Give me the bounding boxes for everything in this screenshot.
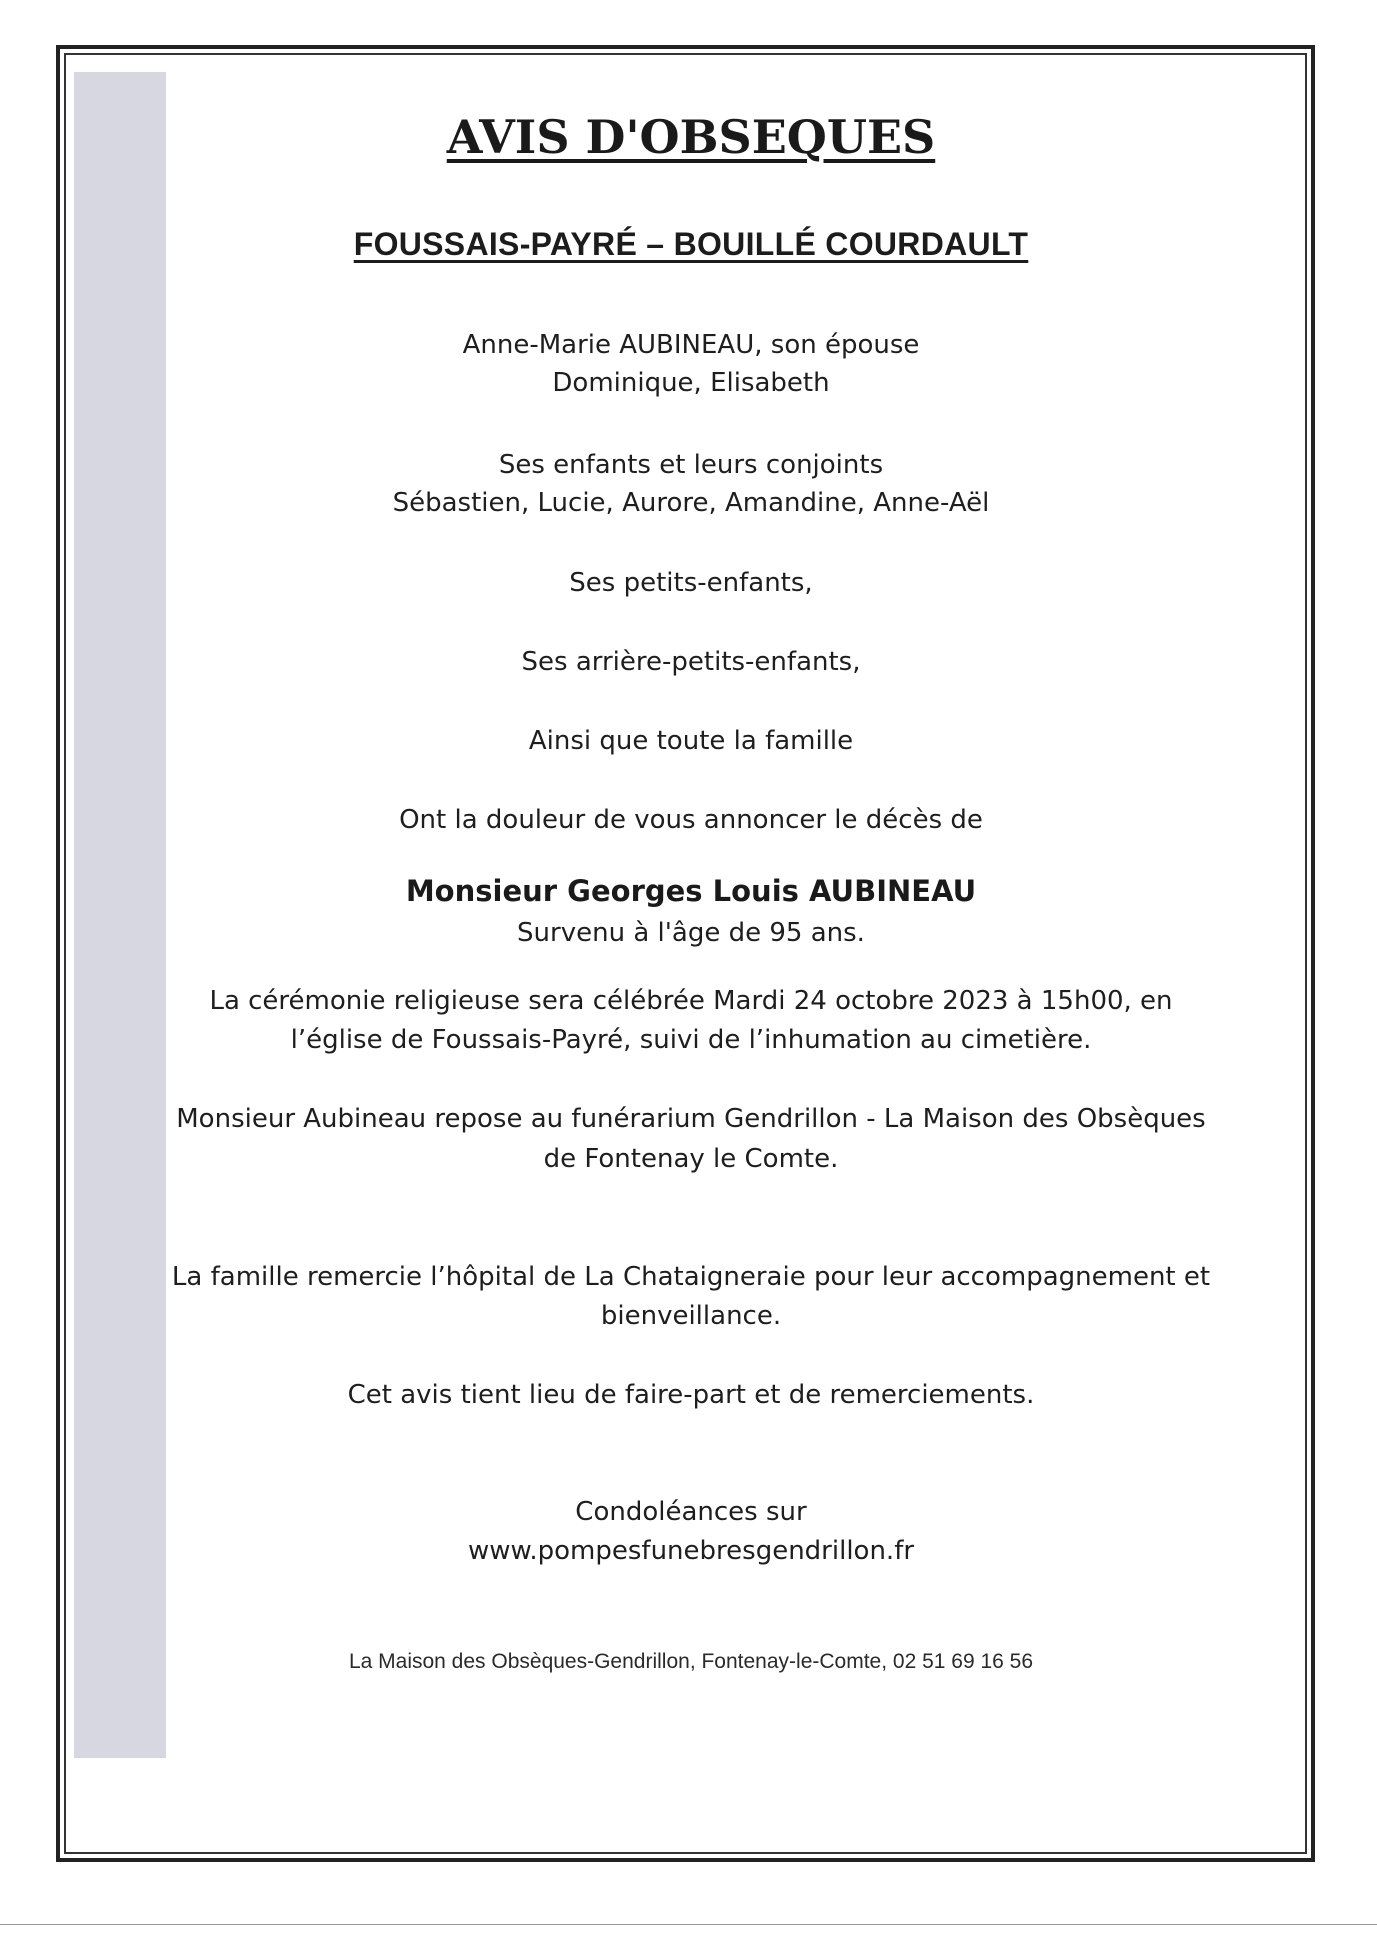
deceased-name: Monsieur Georges Louis AUBINEAU: [405, 874, 977, 908]
faire-part-line: Cet avis tient lieu de faire-part et de remerciements.: [347, 1380, 1035, 1410]
ceremony-line-2: l’église de Foussais-Payré, suivi de l’inhumation au cimetière.: [290, 1025, 1092, 1055]
family-line-whole-family: Ainsi que toute la famille: [528, 726, 854, 756]
family-line-great-grandchildren: Ses arrière-petits-enfants,: [521, 647, 861, 677]
age-line: Survenu à l'âge de 95 ans.: [517, 918, 865, 948]
repose-line-2: de Fontenay le Comte.: [543, 1144, 839, 1174]
left-gray-band: [74, 72, 166, 1758]
thanks-line-1: La famille remercie l’hôpital de La Chataigneraie pour leur accompagnement et: [171, 1262, 1211, 1292]
announcement-line: Ont la douleur de vous annoncer le décès de: [399, 805, 983, 835]
funeral-home-footer: La Maison des Obsèques-Gendrillon, Fontenay-le-Comte, 02 51 69 16 56: [348, 1650, 1034, 1673]
notice-location: FOUSSAIS-PAYRÉ – BOUILLÉ COURDAULT: [353, 226, 1029, 262]
family-line-grandchildren: Ses petits-enfants,: [569, 568, 813, 598]
condolences-website: www.pompesfunebresgendrillon.fr: [467, 1536, 915, 1566]
family-line-children: Ses enfants et leurs conjoints: [498, 450, 884, 480]
bottom-divider: [0, 1924, 1377, 1925]
ceremony-line-1: La cérémonie religieuse sera célébrée Mardi 24 octobre 2023 à 15h00, en: [209, 986, 1173, 1016]
condolences-label: Condoléances sur: [575, 1497, 807, 1527]
family-line-spouse-names: Dominique, Elisabeth: [552, 368, 830, 398]
thanks-line-2: bienveillance.: [600, 1301, 782, 1331]
inner-border: [64, 53, 1307, 1854]
notice-title: AVIS D'OBSEQUES: [446, 110, 936, 164]
repose-line-1: Monsieur Aubineau repose au funérarium Gendrillon - La Maison des Obsèques: [176, 1104, 1206, 1134]
family-line-children-names: Sébastien, Lucie, Aurore, Amandine, Anne-Aël: [392, 488, 990, 518]
family-line-spouse: Anne-Marie AUBINEAU, son épouse: [462, 330, 920, 360]
